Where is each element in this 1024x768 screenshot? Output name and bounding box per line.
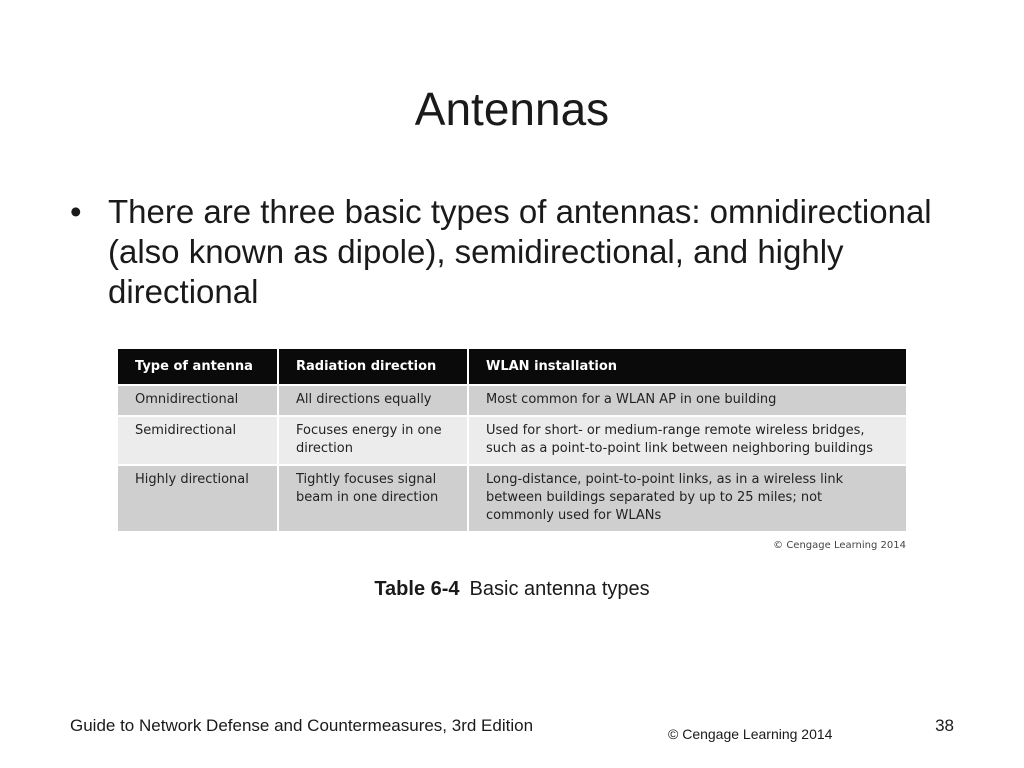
antenna-types-table (118, 349, 906, 531)
table-cell: Long-distance, point-to-point links, as in a wireless link between buildings separated by up to 25 miles; not commonly used for WLANs (468, 465, 906, 531)
footer-copyright: © Cengage Learning 2014 (668, 726, 833, 742)
footer-book-title: Guide to Network Defense and Countermeasures, 3rd Edition (70, 716, 534, 735)
table-cell: Used for short- or medium-range remote wireless bridges, such as a point-to-point link between neighboring buildings (468, 416, 906, 465)
table-caption (0, 578, 1024, 601)
table-figure (118, 349, 906, 551)
slide-title: Antennas (414, 83, 610, 135)
table-cell: Omnidirectional (118, 385, 278, 416)
table-cell: Tightly focuses signal beam in one direction (278, 465, 468, 531)
bullet-item (70, 192, 950, 312)
header-radiation-direction: Radiation direction (278, 349, 468, 385)
caption-label: Table 6-4 (374, 578, 460, 600)
header-type-of-antenna: Type of antenna (118, 349, 278, 385)
bullet-icon: • (70, 193, 82, 230)
table-credit: © Cengage Learning 2014 (773, 540, 906, 551)
table-cell: Semidirectional (118, 416, 278, 465)
table-cell: Most common for a WLAN AP in one building (468, 385, 906, 416)
table-row (118, 416, 906, 465)
table-cell: Focuses energy in one direction (278, 416, 468, 465)
bullet-list (70, 192, 950, 312)
table-header-row (118, 349, 906, 385)
caption-text: Basic antenna types (469, 578, 650, 600)
table-cell: All directions equally (278, 385, 468, 416)
bullet-text: There are three basic types of antennas: omnidirectional (also known as dipole), semidirectional, and highly directional (108, 193, 932, 310)
footer-page-number: 38 (935, 716, 954, 735)
table-row (118, 385, 906, 416)
table-row (118, 465, 906, 531)
table-cell: Highly directional (118, 465, 278, 531)
header-wlan-installation: WLAN installation (468, 349, 906, 385)
